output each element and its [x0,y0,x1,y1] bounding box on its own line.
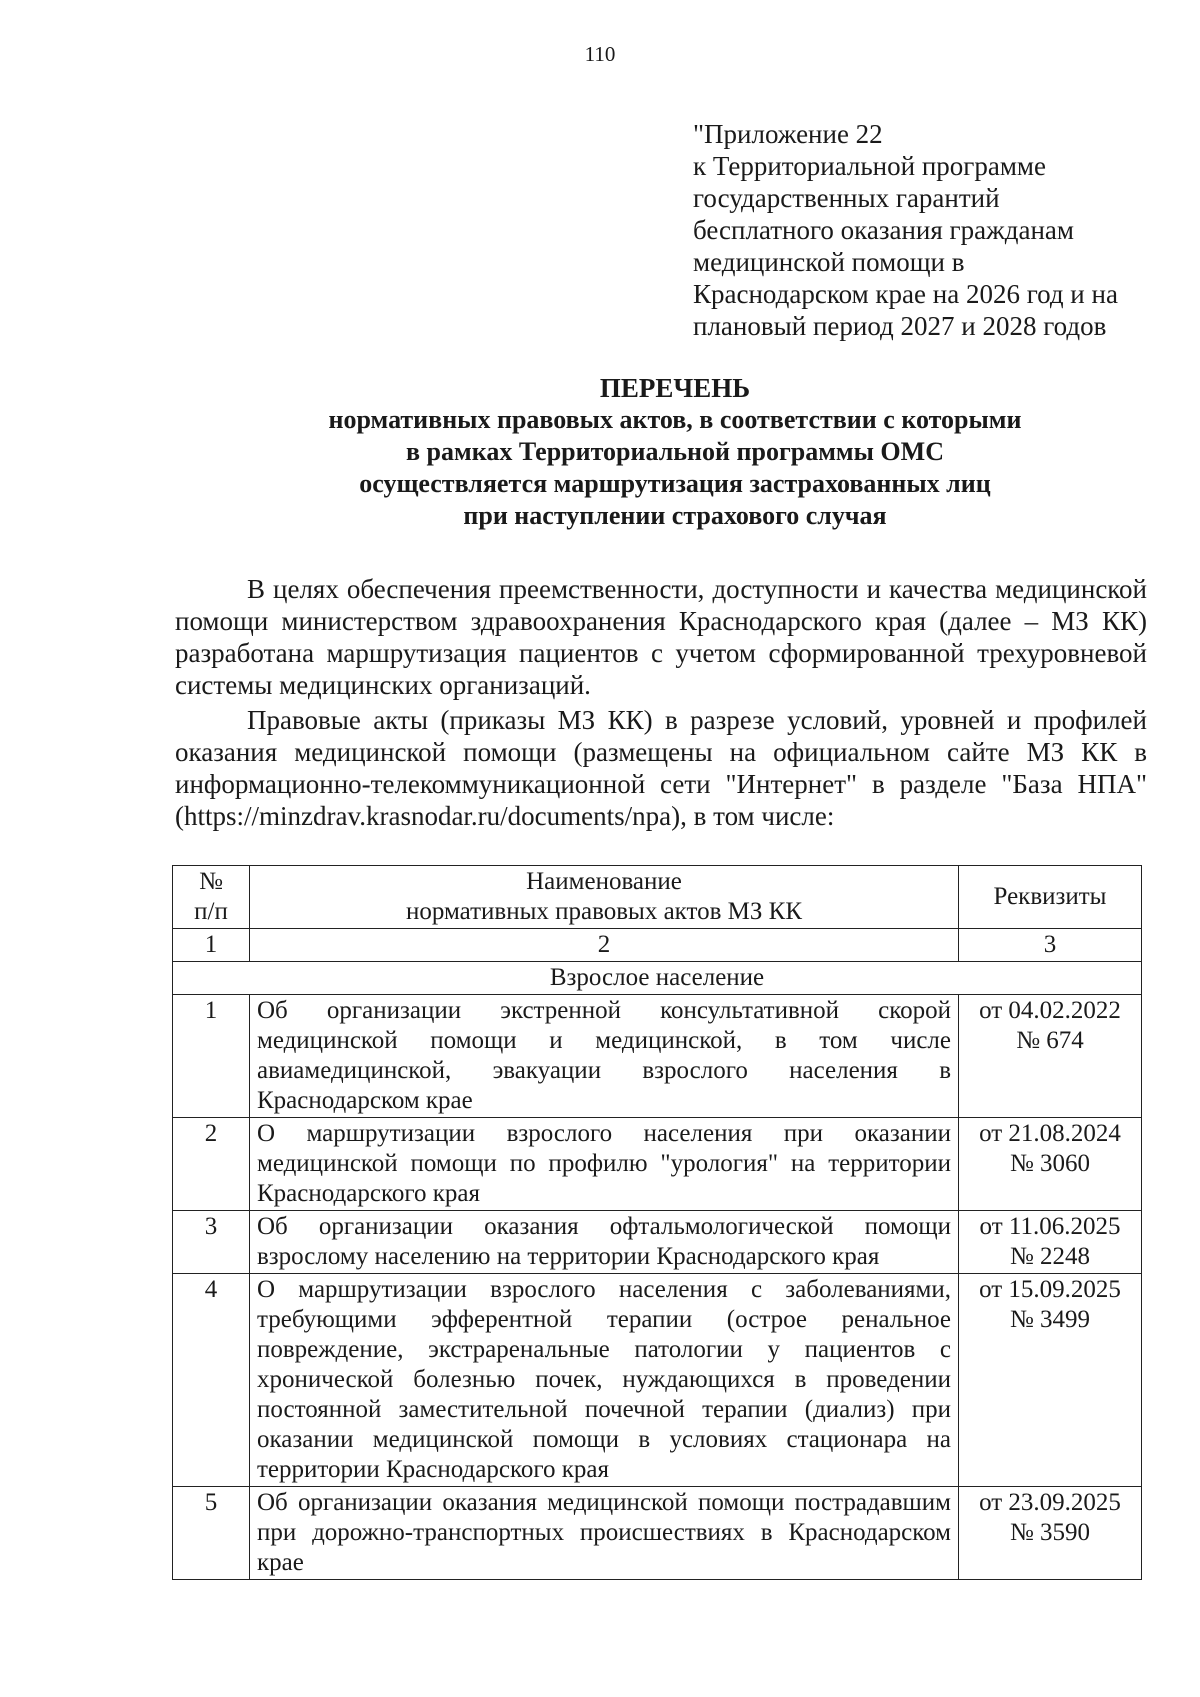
act-number: № 3060 [1009,1150,1091,1177]
act-number: № 674 [1016,1027,1084,1054]
body-text [175,573,1147,832]
header-requisites: Реквизиты [959,866,1142,929]
table-row [173,1487,1142,1580]
act-requisites [959,1211,1142,1274]
annex-line: государственных гарантий [693,183,1000,213]
header-name-line1: Наименование [526,868,682,895]
row-number: 2 [173,1118,250,1211]
annex-line: плановый период 2027 и 2028 годов [693,311,1107,341]
title-line: осуществляется маршрутизация застрахованных лиц [359,469,991,498]
annex-reference [693,118,1173,342]
title-line: нормативных правовых актов, в соответствии с которыми [328,405,1022,434]
acts-table [172,865,1142,1580]
column-number-row [173,929,1142,962]
paragraph: В целях обеспечения преемственности, доступности и качества медицинской помощи министерством здравоохранения Краснодарского края (далее – МЗ КК) разработана маршрутизация пациентов с учетом сформированной трехуровневой системы медицинских организаций. [175,574,1147,700]
table-row [173,1118,1142,1211]
table-header-row [173,866,1142,929]
act-number: № 3499 [1009,1306,1091,1333]
act-name: О маршрутизации взрослого населения при оказании медицинской помощи по профилю "урология" на территории Краснодарского края [250,1118,959,1211]
table-row [173,995,1142,1118]
annex-line: бесплатного оказания гражданам [693,215,1074,245]
act-date: от 04.02.2022 [979,997,1121,1024]
header-number-line1: № [199,868,223,895]
act-requisites [959,1487,1142,1580]
header-number [173,866,250,929]
table-row [173,1211,1142,1274]
act-name: Об организации экстренной консультативной скорой медицинской помощи и медицинской, в том числе авиамедицинской, эвакуации взрослого населения в Краснодарском крае [250,995,959,1118]
act-name: О маршрутизации взрослого населения с заболеваниями, требующими эфферентной терапии (острое ренальное повреждение, экстраренальные патологии у пациентов с хронической болезнью почек, нуждающихся в проведении постоянной заместительной почечной терапии (диализ) при оказании медицинской помощи в условиях стационара на территории Краснодарского края [250,1274,959,1487]
row-number: 4 [173,1274,250,1487]
table-row [173,1274,1142,1487]
header-name-line2: нормативных правовых актов МЗ КК [405,898,802,925]
act-date: от 15.09.2025 [979,1276,1121,1303]
title-line: при наступлении страхового случая [463,501,887,530]
paragraph: Правовые акты (приказы МЗ КК) в разрезе условий, уровней и профилей оказания медицинской помощи (размещены на официальном сайте МЗ КК в информационно-телекоммуникационной сети "Интернет" в разделе "База НПА" (https://minzdrav.krasnodar.ru/documents/npa), в том числе: [175,705,1147,831]
annex-line: к Территориальной программе [693,151,1046,181]
header-number-line2: п/п [194,898,228,925]
act-date: от 11.06.2025 [979,1213,1121,1240]
title-heading: ПЕРЕЧЕНЬ [599,373,751,403]
act-name: Об организации оказания медицинской помощи пострадавшим при дорожно-транспортных происшествиях в Краснодарском крае [250,1487,959,1580]
annex-line: Краснодарском крае на 2026 год и на [693,279,1118,309]
header-name [250,866,959,929]
section-row [173,962,1142,995]
annex-line: "Приложение 22 [693,119,883,149]
row-number: 3 [173,1211,250,1274]
act-date: от 21.08.2024 [979,1120,1121,1147]
annex-line: медицинской помощи в [693,247,965,277]
act-date: от 23.09.2025 [979,1489,1121,1516]
page-number: 110 [584,42,616,66]
act-number: № 3590 [1009,1519,1091,1546]
row-number: 1 [173,995,250,1118]
column-number: 3 [959,929,1142,962]
row-number: 5 [173,1487,250,1580]
act-requisites [959,1274,1142,1487]
act-name: Об организации оказания офтальмологической помощи взрослому населению на территории Краснодарского края [250,1211,959,1274]
column-number: 2 [250,929,959,962]
section-title: Взрослое население [173,962,1142,995]
act-requisites [959,995,1142,1118]
act-number: № 2248 [1009,1243,1091,1270]
document-title [175,372,1175,532]
act-requisites [959,1118,1142,1211]
column-number: 1 [173,929,250,962]
title-line: в рамках Территориальной программы ОМС [406,437,944,466]
